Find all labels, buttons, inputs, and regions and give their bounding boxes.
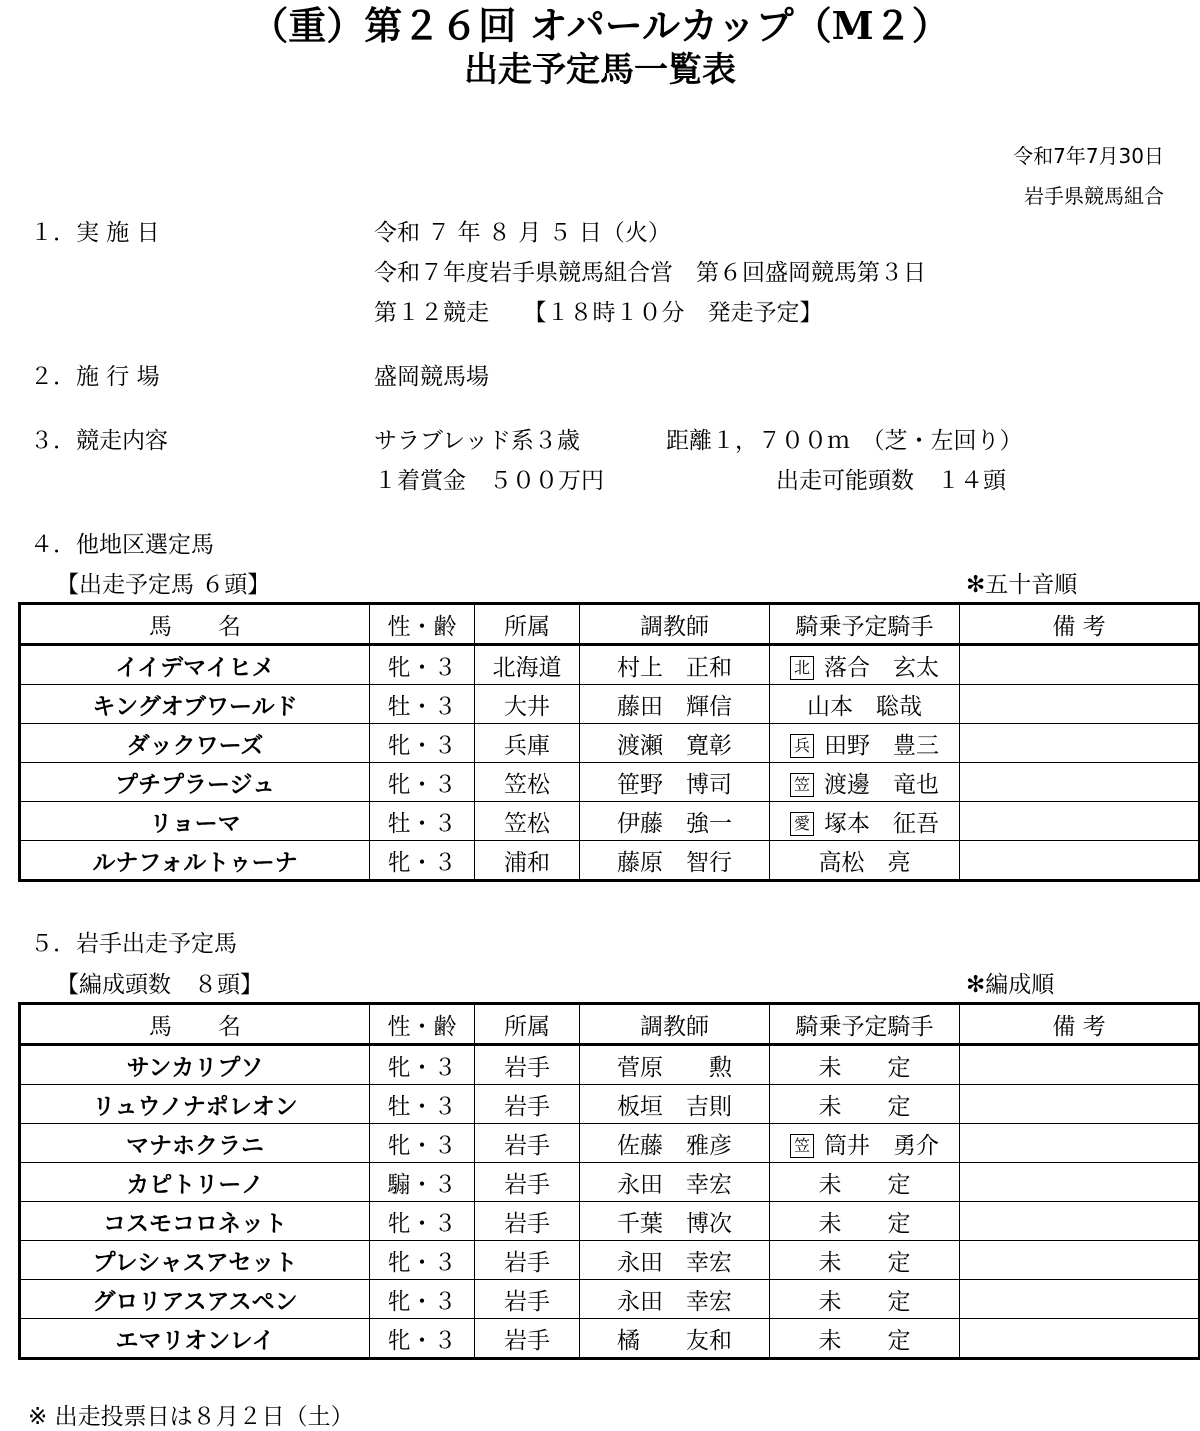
horse-name-cell: ルナフォルトゥーナ bbox=[20, 841, 370, 881]
table-row bbox=[20, 763, 1200, 802]
sex-age-cell: 牝・３ bbox=[370, 1319, 475, 1359]
header-remarks: 備 考 bbox=[960, 1004, 1200, 1045]
jockey-cell bbox=[770, 1241, 960, 1280]
jockey-cell bbox=[770, 1163, 960, 1202]
remarks-cell bbox=[960, 802, 1200, 841]
trainer-cell: 永田 幸宏 bbox=[580, 1163, 770, 1202]
jockey-cell bbox=[770, 1280, 960, 1319]
remarks-cell bbox=[960, 1045, 1200, 1085]
table-row bbox=[20, 802, 1200, 841]
affiliation-cell: 北海道 bbox=[475, 645, 580, 685]
affiliation-cell: 笠松 bbox=[475, 802, 580, 841]
section-3-label: ３．競走内容 bbox=[30, 428, 168, 454]
header-trainer: 調教師 bbox=[580, 604, 770, 645]
trainer-cell: 佐藤 雅彦 bbox=[580, 1124, 770, 1163]
section-1-date: 令和 ７ 年 ８ 月 ５ 日（火） bbox=[374, 220, 671, 246]
jockey-name: 未 定 bbox=[818, 1249, 911, 1276]
affiliation-cell: 岩手 bbox=[475, 1280, 580, 1319]
jockey-name: 落合 玄太 bbox=[824, 654, 939, 681]
jockey-cell bbox=[770, 841, 960, 881]
jockey-cell bbox=[770, 1202, 960, 1241]
table-row bbox=[20, 685, 1200, 724]
trainer-cell: 藤原 智行 bbox=[580, 841, 770, 881]
section-1-label: １．実 施 日 bbox=[30, 220, 160, 246]
remarks-cell bbox=[960, 1319, 1200, 1359]
affiliation-cell: 浦和 bbox=[475, 841, 580, 881]
jockey-name: 山本 聡哉 bbox=[807, 693, 922, 720]
trainer-cell: 菅原 勲 bbox=[580, 1045, 770, 1085]
affiliation-cell: 岩手 bbox=[475, 1319, 580, 1359]
jockey-cell bbox=[770, 1124, 960, 1163]
horse-name-cell: リュウノナポレオン bbox=[20, 1085, 370, 1124]
sex-age-cell: 牝・３ bbox=[370, 1241, 475, 1280]
jockey-name: 未 定 bbox=[818, 1054, 911, 1081]
sex-age-cell: 牝・３ bbox=[370, 1280, 475, 1319]
affiliation-cell: 兵庫 bbox=[475, 724, 580, 763]
table-row bbox=[20, 1045, 1200, 1085]
header-jockey: 騎乗予定騎手 bbox=[770, 1004, 960, 1045]
table-row bbox=[20, 1163, 1200, 1202]
jockey-name: 未 定 bbox=[818, 1210, 911, 1237]
trainer-cell: 永田 幸宏 bbox=[580, 1280, 770, 1319]
jockey-cell bbox=[770, 802, 960, 841]
organization: 岩手県競馬組合 bbox=[1024, 184, 1164, 208]
section-4-order-note: ✻五十音順 bbox=[966, 572, 1078, 598]
affiliation-cell: 岩手 bbox=[475, 1124, 580, 1163]
other-region-horses-table bbox=[18, 602, 1200, 882]
jockey-cell bbox=[770, 1319, 960, 1359]
remarks-cell bbox=[960, 1280, 1200, 1319]
section-1-race: 第１２競走 【１８時１０分 発走予定】 bbox=[374, 300, 823, 326]
jockey-cell bbox=[770, 1045, 960, 1085]
remarks-cell bbox=[960, 1241, 1200, 1280]
horse-name-cell: エマリオンレイ bbox=[20, 1319, 370, 1359]
affiliation-cell: 岩手 bbox=[475, 1241, 580, 1280]
horse-name-cell: マナホクラニ bbox=[20, 1124, 370, 1163]
horse-name-cell: グロリアスアスペン bbox=[20, 1280, 370, 1319]
jockey-cell bbox=[770, 763, 960, 802]
horse-name-cell: プチプラージュ bbox=[20, 763, 370, 802]
sex-age-cell: 牝・３ bbox=[370, 1202, 475, 1241]
header-trainer: 調教師 bbox=[580, 1004, 770, 1045]
jockey-name: 未 定 bbox=[818, 1171, 911, 1198]
section-3-prize: １着賞金 ５００万円 bbox=[374, 468, 604, 494]
header-jockey: 騎乗予定騎手 bbox=[770, 604, 960, 645]
sex-age-cell: 牝・３ bbox=[370, 1045, 475, 1085]
trainer-cell: 村上 正和 bbox=[580, 645, 770, 685]
jockey-name: 未 定 bbox=[818, 1288, 911, 1315]
jockey-cell bbox=[770, 724, 960, 763]
table-row bbox=[20, 841, 1200, 881]
trainer-cell: 藤田 輝信 bbox=[580, 685, 770, 724]
section-1-meeting: 令和７年度岩手県競馬組合営 第６回盛岡競馬第３日 bbox=[374, 260, 926, 286]
jockey-name: 田野 豊三 bbox=[824, 732, 939, 759]
section-2-venue: 盛岡競馬場 bbox=[374, 364, 489, 390]
issue-date: 令和7年7月30日 bbox=[1013, 144, 1164, 168]
table-row bbox=[20, 1241, 1200, 1280]
jockey-cell bbox=[770, 645, 960, 685]
jockey-name: 高松 亮 bbox=[818, 849, 911, 876]
sex-age-cell: 牝・３ bbox=[370, 724, 475, 763]
remarks-cell bbox=[960, 1202, 1200, 1241]
sex-age-cell: 騸・３ bbox=[370, 1163, 475, 1202]
jockey-name: 筒井 勇介 bbox=[824, 1132, 939, 1159]
table-header-row bbox=[20, 1004, 1200, 1045]
header-horse-name: 馬 名 bbox=[20, 604, 370, 645]
horse-name-cell: ダックワーズ bbox=[20, 724, 370, 763]
trainer-cell: 永田 幸宏 bbox=[580, 1241, 770, 1280]
trainer-cell: 笹野 博司 bbox=[580, 763, 770, 802]
remarks-cell bbox=[960, 1085, 1200, 1124]
affiliation-cell: 岩手 bbox=[475, 1202, 580, 1241]
horse-name-cell: サンカリプソ bbox=[20, 1045, 370, 1085]
section-4-sublabel: 【出走予定馬 ６頭】 bbox=[56, 572, 271, 598]
jockey-name: 渡邊 竜也 bbox=[824, 771, 939, 798]
sex-age-cell: 牝・３ bbox=[370, 645, 475, 685]
trainer-cell: 伊藤 強一 bbox=[580, 802, 770, 841]
section-3-breed: サラブレッド系３歳 bbox=[374, 428, 580, 454]
horse-name-cell: リョーマ bbox=[20, 802, 370, 841]
horse-name-cell: イイデマイヒメ bbox=[20, 645, 370, 685]
trainer-cell: 千葉 博次 bbox=[580, 1202, 770, 1241]
jockey-name: 未 定 bbox=[818, 1327, 911, 1354]
table-row bbox=[20, 1280, 1200, 1319]
header-remarks: 備 考 bbox=[960, 604, 1200, 645]
section-5-sublabel: 【編成頭数 ８頭】 bbox=[56, 972, 263, 998]
horse-name-cell: プレシャスアセット bbox=[20, 1241, 370, 1280]
horse-name-cell: コスモコロネット bbox=[20, 1202, 370, 1241]
table-row bbox=[20, 1319, 1200, 1359]
remarks-cell bbox=[960, 724, 1200, 763]
sex-age-cell: 牝・３ bbox=[370, 1124, 475, 1163]
sex-age-cell: 牝・３ bbox=[370, 841, 475, 881]
sex-age-cell: 牡・３ bbox=[370, 1085, 475, 1124]
jockey-region-badge: 愛 bbox=[790, 812, 814, 836]
remarks-cell bbox=[960, 841, 1200, 881]
table-row bbox=[20, 1085, 1200, 1124]
header-horse-name: 馬 名 bbox=[20, 1004, 370, 1045]
header-affiliation: 所属 bbox=[475, 604, 580, 645]
iwate-horses-table bbox=[18, 1002, 1200, 1360]
remarks-cell bbox=[960, 1163, 1200, 1202]
table-row bbox=[20, 645, 1200, 685]
affiliation-cell: 岩手 bbox=[475, 1163, 580, 1202]
table-row bbox=[20, 724, 1200, 763]
jockey-region-badge: 笠 bbox=[790, 1134, 814, 1158]
jockey-cell bbox=[770, 685, 960, 724]
jockey-region-badge: 北 bbox=[790, 656, 814, 680]
page-subtitle: 出走予定馬一覧表 bbox=[464, 50, 736, 90]
sex-age-cell: 牝・３ bbox=[370, 763, 475, 802]
header-sex-age: 性・齢 bbox=[370, 604, 475, 645]
remarks-cell bbox=[960, 763, 1200, 802]
section-2-label: ２．施 行 場 bbox=[30, 364, 160, 390]
footnote: ※ 出走投票日は８月２日（土） bbox=[28, 1404, 354, 1430]
trainer-cell: 板垣 吉則 bbox=[580, 1085, 770, 1124]
remarks-cell bbox=[960, 645, 1200, 685]
table-row bbox=[20, 1124, 1200, 1163]
remarks-cell bbox=[960, 1124, 1200, 1163]
page-title: （重）第２６回 オパールカップ（M２） bbox=[250, 3, 950, 48]
section-5-order-note: ✻編成順 bbox=[966, 972, 1055, 998]
affiliation-cell: 笠松 bbox=[475, 763, 580, 802]
trainer-cell: 橘 友和 bbox=[580, 1319, 770, 1359]
horse-name-cell: カピトリーノ bbox=[20, 1163, 370, 1202]
affiliation-cell: 岩手 bbox=[475, 1045, 580, 1085]
header-affiliation: 所属 bbox=[475, 1004, 580, 1045]
header-sex-age: 性・齢 bbox=[370, 1004, 475, 1045]
sex-age-cell: 牡・３ bbox=[370, 685, 475, 724]
table-row bbox=[20, 1202, 1200, 1241]
table-header-row bbox=[20, 604, 1200, 645]
horse-name-cell: キングオブワールド bbox=[20, 685, 370, 724]
section-5-label: ５．岩手出走予定馬 bbox=[30, 931, 237, 957]
jockey-cell bbox=[770, 1085, 960, 1124]
trainer-cell: 渡瀬 寛彰 bbox=[580, 724, 770, 763]
section-3-distance: 距離１，７００ｍ （芝・左回り） bbox=[666, 428, 1023, 454]
section-3-max-runners: 出走可能頭数 １４頭 bbox=[776, 468, 1006, 494]
jockey-name: 未 定 bbox=[818, 1093, 911, 1120]
affiliation-cell: 岩手 bbox=[475, 1085, 580, 1124]
jockey-region-badge: 笠 bbox=[790, 773, 814, 797]
remarks-cell bbox=[960, 685, 1200, 724]
affiliation-cell: 大井 bbox=[475, 685, 580, 724]
jockey-name: 塚本 征吾 bbox=[824, 810, 939, 837]
section-4-label: ４．他地区選定馬 bbox=[30, 532, 214, 558]
sex-age-cell: 牡・３ bbox=[370, 802, 475, 841]
jockey-region-badge: 兵 bbox=[790, 734, 814, 758]
